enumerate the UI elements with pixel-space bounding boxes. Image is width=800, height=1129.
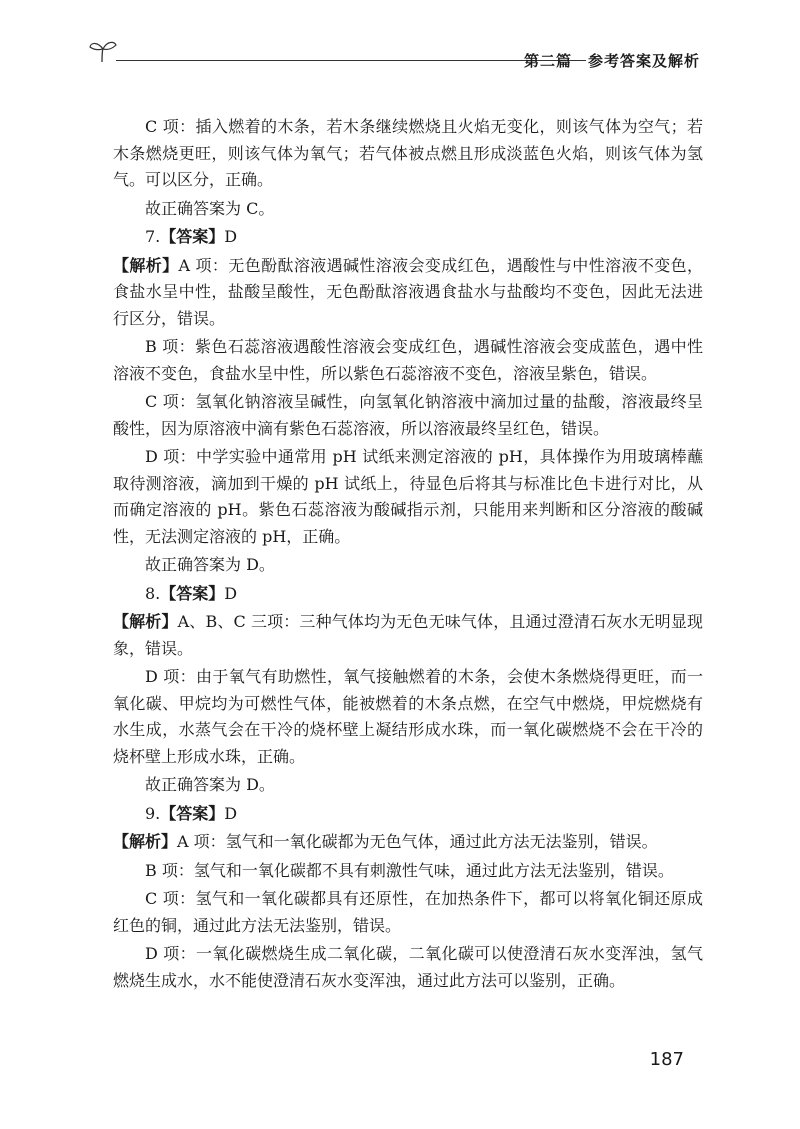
answer-value: D [224, 803, 238, 823]
paragraph-text: 故正确答案为 C。 [145, 198, 275, 218]
page-number: 187 [649, 1049, 684, 1070]
answer-q7 [113, 224, 703, 251]
answer-explanations [113, 114, 703, 996]
paragraph-text: D 项：中学实验中通常用 pH 试纸来测定溶液的 pH，具体操作为用玻璃棒蘸取待测溶液，滴加到干燥的 pH 试纸上，待显色后将其与标准比色卡进行对比，从而确定溶液的 pH。紫色石蕊溶液为酸碱指示剂，只能用来判断和区分溶液的酸碱性，无法测定溶液的 pH，正确。 [113, 447, 703, 546]
paragraph-option-d-q9 [113, 941, 703, 994]
running-title [524, 50, 700, 71]
conclusion-q8 [113, 772, 703, 799]
paragraph-text: B 项：氢气和一氧化碳都不具有刺激性气味，通过此方法无法鉴别，错误。 [145, 860, 674, 880]
paragraph-text: D 项：一氧化碳燃烧生成二氧化碳，二氧化碳可以使澄清石灰水变浑浊，氢气燃烧生成水，水不能使澄清石灰水变浑浊，通过此方法可以鉴别，正确。 [113, 944, 703, 990]
paragraph-option-b-q9 [113, 858, 703, 885]
section-title: 参考答案及解析 [587, 52, 700, 70]
page-header [88, 38, 708, 78]
paragraph-text: C 项：插入燃着的木条，若木条继续燃烧且火焰无变化，则该气体为空气；若木条燃烧更旺，则该气体为氧气；若气体被点燃且形成淡蓝色火焰，则该气体为氢气。可以区分，正确。 [113, 117, 703, 189]
paragraph-text: A 项：氢气和一氧化碳都为无色气体，通过此方法无法鉴别，错误。 [177, 832, 658, 851]
question-number: 9. [145, 803, 161, 823]
paragraph-option-c-q7 [113, 389, 703, 442]
question-number: 8. [145, 583, 161, 603]
answer-q8 [113, 581, 703, 608]
analysis-label: 【解析】 [113, 832, 178, 851]
paragraph-text: B 项：紫色石蕊溶液遇酸性溶液会变成红色，遇碱性溶液会变成蓝色，遇中性溶液不变色，食盐水呈中性，所以紫色石蕊溶液不变色，溶液呈紫色，错误。 [113, 337, 703, 383]
sprout-icon [88, 38, 118, 64]
header-rule [116, 60, 586, 61]
paragraph-option-c-q9 [113, 886, 703, 939]
analysis-q7 [113, 253, 703, 333]
answer-label: 【答案】 [160, 803, 225, 823]
paragraph-option-c-q6 [113, 114, 703, 194]
paragraph-option-d-q8 [113, 664, 703, 770]
answer-label: 【答案】 [160, 583, 225, 603]
answer-label: 【答案】 [160, 227, 225, 246]
analysis-q8 [113, 609, 703, 662]
paragraph-text: A 项：无色酚酞溶液遇碱性溶液会变成红色，遇酸性与中性溶液不变色，食盐水呈中性，盐酸呈酸性，无色酚酞溶液遇食盐水与盐酸均不变色，因此无法进行区分，错误。 [113, 255, 703, 328]
analysis-label: 【解析】 [113, 612, 178, 631]
analysis-label: 【解析】 [113, 255, 179, 275]
paragraph-option-d-q7 [113, 444, 703, 550]
answer-value: D [224, 227, 238, 246]
answer-value: D [224, 583, 238, 603]
answer-q9 [113, 801, 703, 828]
paragraph-text: A、B、C 三项：三种气体均为无色无味气体，且通过澄清石灰水无明显现象，错误。 [113, 612, 703, 658]
conclusion-q7 [113, 552, 703, 579]
analysis-q9 [113, 829, 703, 856]
paragraph-text: C 项：氢气和一氧化碳都具有还原性，在加热条件下，都可以将氧化铜还原成红色的铜，通过此方法无法鉴别，错误。 [113, 889, 703, 935]
paragraph-text: 故正确答案为 D。 [145, 775, 275, 794]
paragraph-option-b-q7 [113, 334, 703, 387]
paragraph-text: C 项：氢氧化钠溶液呈碱性，向氢氧化钠溶液中滴加过量的盐酸，溶液最终呈酸性，因为原溶液中滴有紫色石蕊溶液，所以溶液最终呈红色，错误。 [113, 392, 703, 438]
question-number: 7. [145, 227, 161, 246]
part-label: 第二篇 [523, 52, 572, 70]
conclusion-q6 [113, 196, 703, 223]
paragraph-text: D 项：由于氧气有助燃性，氧气接触燃着的木条，会使木条燃烧得更旺，而一氧化碳、甲烷均为可燃性气体，能被燃着的木条点燃，在空气中燃烧，甲烷燃烧有水生成，水蒸气会在干冷的烧杯壁上凝结形成水珠，而一氧化碳燃烧不会在干冷的烧杯壁上形成水珠，正确。 [113, 667, 703, 766]
paragraph-text: 故正确答案为 D。 [145, 555, 275, 574]
